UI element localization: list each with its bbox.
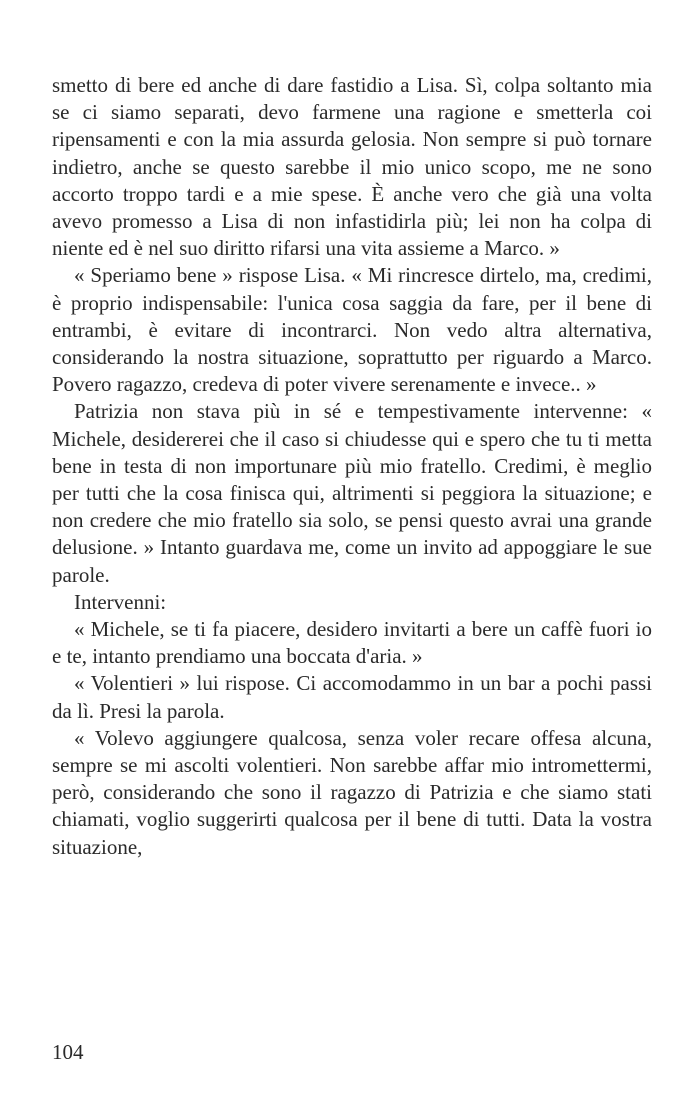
paragraph: « Michele, se ti fa piacere, desidero invitarti a bere un caffè fuori io e te, intanto prendiamo una boccata d'aria. » bbox=[52, 617, 652, 669]
paragraph: « Volentieri » lui rispose. Ci accomodammo in un bar a pochi passi da lì. Presi la parola. bbox=[52, 671, 652, 723]
paragraph: « Speriamo bene » rispose Lisa. « Mi rincresce dirtelo, ma, credimi, è proprio indispensabile: l'unica cosa saggia da fare, per il bene di entrambi, è evitare di incontrarci. Non vedo altra alternativa, considerando la nostra situazione, soprattutto per riguardo a Marco. Povero ragazzo, credeva di poter vivere serenamente e invece.. » bbox=[52, 263, 652, 397]
paragraph: « Volevo aggiungere qualcosa, senza voler recare offesa alcuna, sempre se mi ascolti volentieri. Non sarebbe affar mio intromettermi, però, considerando che sono il ragazzo di Patrizia e che siamo stati chiamati, voglio suggerirti qualcosa per il bene di tutti. Data la vostra situazione, bbox=[52, 725, 652, 859]
page-body bbox=[52, 72, 652, 861]
paragraph: Patrizia non stava più in sé e tempestivamente intervenne: « Michele, desidererei che il caso si chiudesse qui e spero che tu ti metta bene in testa di non importunare più mio fratello. Credimi, è meglio per tutti che la cosa finisca qui, altrimenti si peggiora la situazione; e non credere che mio fratello sia solo, se pensi questo avrai una grande delusione. » Intanto guardava me, come un invito ad appoggiare le sue parole. bbox=[52, 399, 652, 587]
paragraph: smetto di bere ed anche di dare fastidio a Lisa. Sì, colpa soltanto mia se ci siamo separati, devo farmene una ragione e smetterla coi ripensamenti e con la mia assurda gelosia. Non sempre si può tornare indietro, anche se questo sarebbe il mio unico scopo, me ne sono accorto troppo tardi e a mie spese. È anche vero che già una volta avevo promesso a Lisa di non infastidirla più; lei non ha colpa di niente ed è nel suo diritto rifarsi una vita assieme a Marco. » bbox=[52, 73, 652, 261]
page-number: 104 bbox=[52, 1040, 84, 1064]
paragraph: Intervenni: bbox=[74, 589, 167, 614]
